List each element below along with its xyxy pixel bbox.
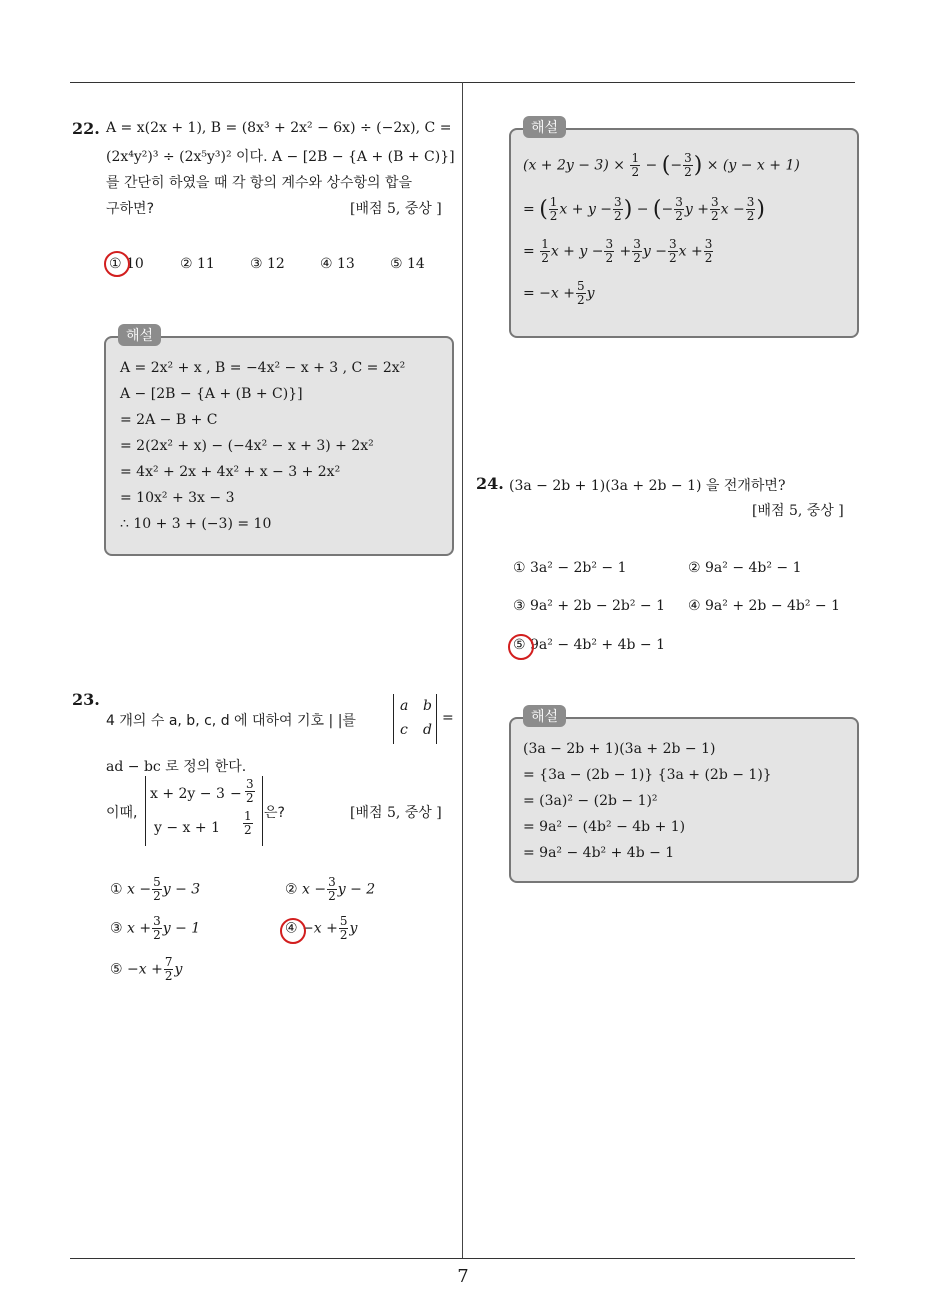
- question-text-line: ad − bc 로 정의 한다.: [106, 759, 247, 775]
- solution-line: A = 2x² + x , B = −4x² − x + 3 , C = 2x²: [120, 360, 406, 376]
- solution-box: [104, 336, 454, 556]
- solution-line: = $\frac{1}{2}$ x + y − $\frac{3}{2}$ + $\frac{3}{2}$ y − $\frac{3}{2}$ x + $\frac{3}{2}$: [523, 237, 713, 265]
- choice-5[interactable]: ⑤ 14: [390, 256, 425, 272]
- question-text-line: (2x⁴y²)³ ÷ (2x⁵y³)² 이다. A − [2B − {A + (B + C)}]: [106, 149, 455, 165]
- solution-line: = 9a² − 4b² + 4b − 1: [523, 845, 675, 861]
- solution-line: = ( $\frac{1}{2}$ x + y − $\frac{3}{2}$ ) − (− $\frac{3}{2}$ y + $\frac{3}{2}$ x − $\frac{3}{2}$ ): [523, 195, 765, 223]
- det-top-left: x + 2y − 3: [150, 786, 225, 802]
- question-number: 22.: [72, 119, 100, 138]
- solution-line: A − [2B − {A + (B + C)}]: [120, 386, 303, 402]
- choice-1[interactable]: ① 10: [109, 256, 144, 272]
- choice-4[interactable]: ④ 9a² + 2b − 4b² − 1: [688, 598, 841, 614]
- det-top-right-sign: −: [230, 786, 242, 802]
- det-d: d: [423, 722, 432, 738]
- question-text-line: 이때,: [106, 805, 138, 821]
- det-bottom-left: y − x + 1: [154, 820, 220, 836]
- choice-3[interactable]: ③ 12: [250, 256, 285, 272]
- question-text-line: 구하면?: [106, 201, 155, 217]
- det-a: a: [400, 698, 409, 714]
- solution-line: = −x + $\frac{5}{2}$ y: [523, 279, 595, 307]
- solution-line: = 10x² + 3x − 3: [120, 490, 235, 506]
- question-text-line: 은?: [264, 805, 285, 821]
- solution-box: [509, 717, 859, 883]
- determinant-matrix: [145, 776, 263, 846]
- question-text-line: (3a − 2b + 1)(3a + 2b − 1) 을 전개하면?: [509, 478, 786, 494]
- equals-sign: =: [442, 710, 454, 726]
- question-text-line: 를 간단히 하였을 때 각 항의 계수와 상수항의 합을: [106, 175, 413, 191]
- solution-line: = 4x² + 2x + 4x² + x − 3 + 2x²: [120, 464, 341, 480]
- determinant-definition: [393, 694, 437, 744]
- det-bottom-right-fraction: $\frac{1}{2}$: [244, 809, 252, 837]
- column-divider: [462, 82, 463, 1258]
- choice-5[interactable]: ⑤ 9a² − 4b² + 4b − 1: [513, 637, 666, 653]
- choice-3[interactable]: ③ x + $\frac{3}{2}$ y − 1: [110, 914, 201, 942]
- solution-line: ∴ 10 + 3 + (−3) = 10: [120, 516, 272, 532]
- solution-line: = 2(2x² + x) − (−4x² − x + 3) + 2x²: [120, 438, 374, 454]
- det-top-right-fraction: $\frac{3}{2}$: [246, 777, 254, 805]
- answer-circle-mark: [280, 918, 306, 944]
- det-b: b: [423, 698, 432, 714]
- solution-line: (3a − 2b + 1)(3a + 2b − 1): [523, 741, 716, 757]
- choice-4[interactable]: ④ 13: [320, 256, 355, 272]
- choice-2[interactable]: ② x − $\frac{3}{2}$ y − 2: [285, 875, 376, 903]
- answer-circle-mark: [104, 251, 130, 277]
- score-label: [배점 5, 중상 ]: [752, 503, 844, 519]
- question-text-line: A = x(2x + 1), B = (8x³ + 2x² − 6x) ÷ (−2x), C =: [106, 120, 452, 136]
- score-label: [배점 5, 중상 ]: [350, 805, 442, 821]
- question-number: 24.: [476, 474, 504, 493]
- choice-1[interactable]: ① x − $\frac{5}{2}$ y − 3: [110, 875, 201, 903]
- det-c: c: [400, 722, 408, 738]
- choice-2[interactable]: ② 9a² − 4b² − 1: [688, 560, 802, 576]
- solution-line: = 9a² − (4b² − 4b + 1): [523, 819, 686, 835]
- solution-line: = (3a)² − (2b − 1)²: [523, 793, 658, 809]
- choice-5[interactable]: ⑤ −x + $\frac{7}{2}$ y: [110, 955, 183, 983]
- choice-2[interactable]: ② 11: [180, 256, 215, 272]
- solution-line: (x + 2y − 3) × $\frac{1}{2}$ − (− $\frac{3}{2}$ ) × (y − x + 1): [523, 151, 800, 179]
- solution-line: = 2A − B + C: [120, 412, 218, 428]
- solution-tag: 해설: [118, 324, 161, 346]
- solution-box: [509, 128, 859, 338]
- bottom-rule: [70, 1258, 855, 1259]
- choice-3[interactable]: ③ 9a² + 2b − 2b² − 1: [513, 598, 666, 614]
- choice-1[interactable]: ① 3a² − 2b² − 1: [513, 560, 627, 576]
- solution-tag: 해설: [523, 705, 566, 727]
- choice-4[interactable]: ④ −x + $\frac{5}{2}$ y: [285, 914, 358, 942]
- solution-tag: 해설: [523, 116, 566, 138]
- score-label: [배점 5, 중상 ]: [350, 201, 442, 217]
- answer-circle-mark: [508, 634, 534, 660]
- solution-line: = {3a − (2b − 1)} {3a + (2b − 1)}: [523, 767, 772, 783]
- question-text-line: 4 개의 수 a, b, c, d 에 대하여 기호 | |를: [106, 713, 356, 729]
- question-number: 23.: [72, 690, 100, 709]
- page-number: 7: [457, 1266, 469, 1287]
